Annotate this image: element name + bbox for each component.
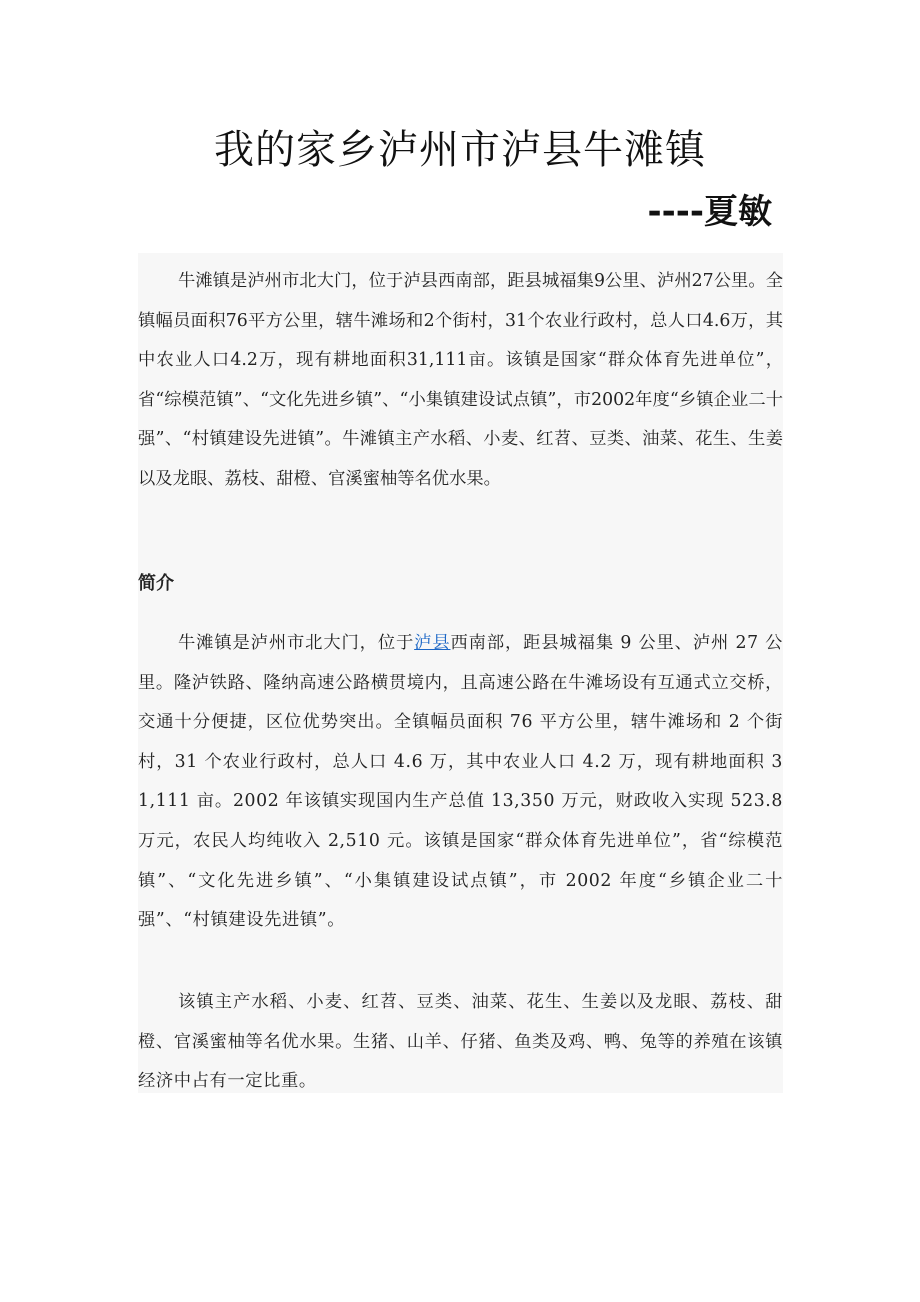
document-author: ----夏敏 bbox=[647, 192, 772, 232]
luxian-link[interactable]: 泸县 bbox=[414, 633, 451, 653]
section-paragraph-2: 该镇主产水稻、小麦、红苕、豆类、油菜、花生、生姜以及龙眼、荔枝、甜橙、官溪蜜柚等名优水果。生猪、山羊、仔猪、鱼类及鸡、鸭、兔等的养殖在该镇经济中占有一定比重。 bbox=[138, 992, 783, 1092]
section-paragraph-1-start: 牛滩镇是泸州市北大门，位于 bbox=[178, 633, 415, 653]
intro-paragraph: 牛滩镇是泸州市北大门，位于泸县西南部，距县城福集9公里、泸州27公里。全镇幅员面积76平方公里，辖牛滩场和2个街村，31个农业行政村，总人口4.6万，其中农业人口4.2万，现有耕地面积31,111亩。该镇是国家“群众体育先进单位”，省“综模范镇”、“文化先进乡镇”、“小集镇建设试点镇”，市2002年度“乡镇企业二十强”、“村镇建设先进镇”。牛滩镇主产水稻、小麦、红苕、豆类、油菜、花生、生姜以及龙眼、荔枝、甜橙、官溪蜜柚等名优水果。 bbox=[138, 271, 783, 489]
section-heading-introduction: 简介 bbox=[138, 573, 174, 594]
section-paragraph-1-rest: 西南部，距县城福集 9 公里、泸州 27 公里。隆泸铁路、隆纳高速公路横贯境内，且高速公路在牛滩场设有互通式立交桥，交通十分便捷，区位优势突出。全镇幅员面积 76 平方公里，辖牛滩场和 2 个街村，31 个农业行政村，总人口 4.6 万，其中农业人口 4.2 万，现有耕地面积 31,111 亩。2002 年该镇实现国内生产总值 13,350 万元，财政收入实现 523.8 万元，农民人均纯收入 2,510 元。该镇是国家“群众体育先进单位”，省“综模范镇”、“文化先进乡镇”、“小集镇建设试点镇”，市 2002 年度“乡镇企业二十强”、“村镇建设先进镇”。 bbox=[138, 633, 783, 931]
document-title: 我的家乡泸州市泸县牛滩镇 bbox=[214, 127, 706, 173]
section-paragraph-1 bbox=[138, 624, 783, 941]
